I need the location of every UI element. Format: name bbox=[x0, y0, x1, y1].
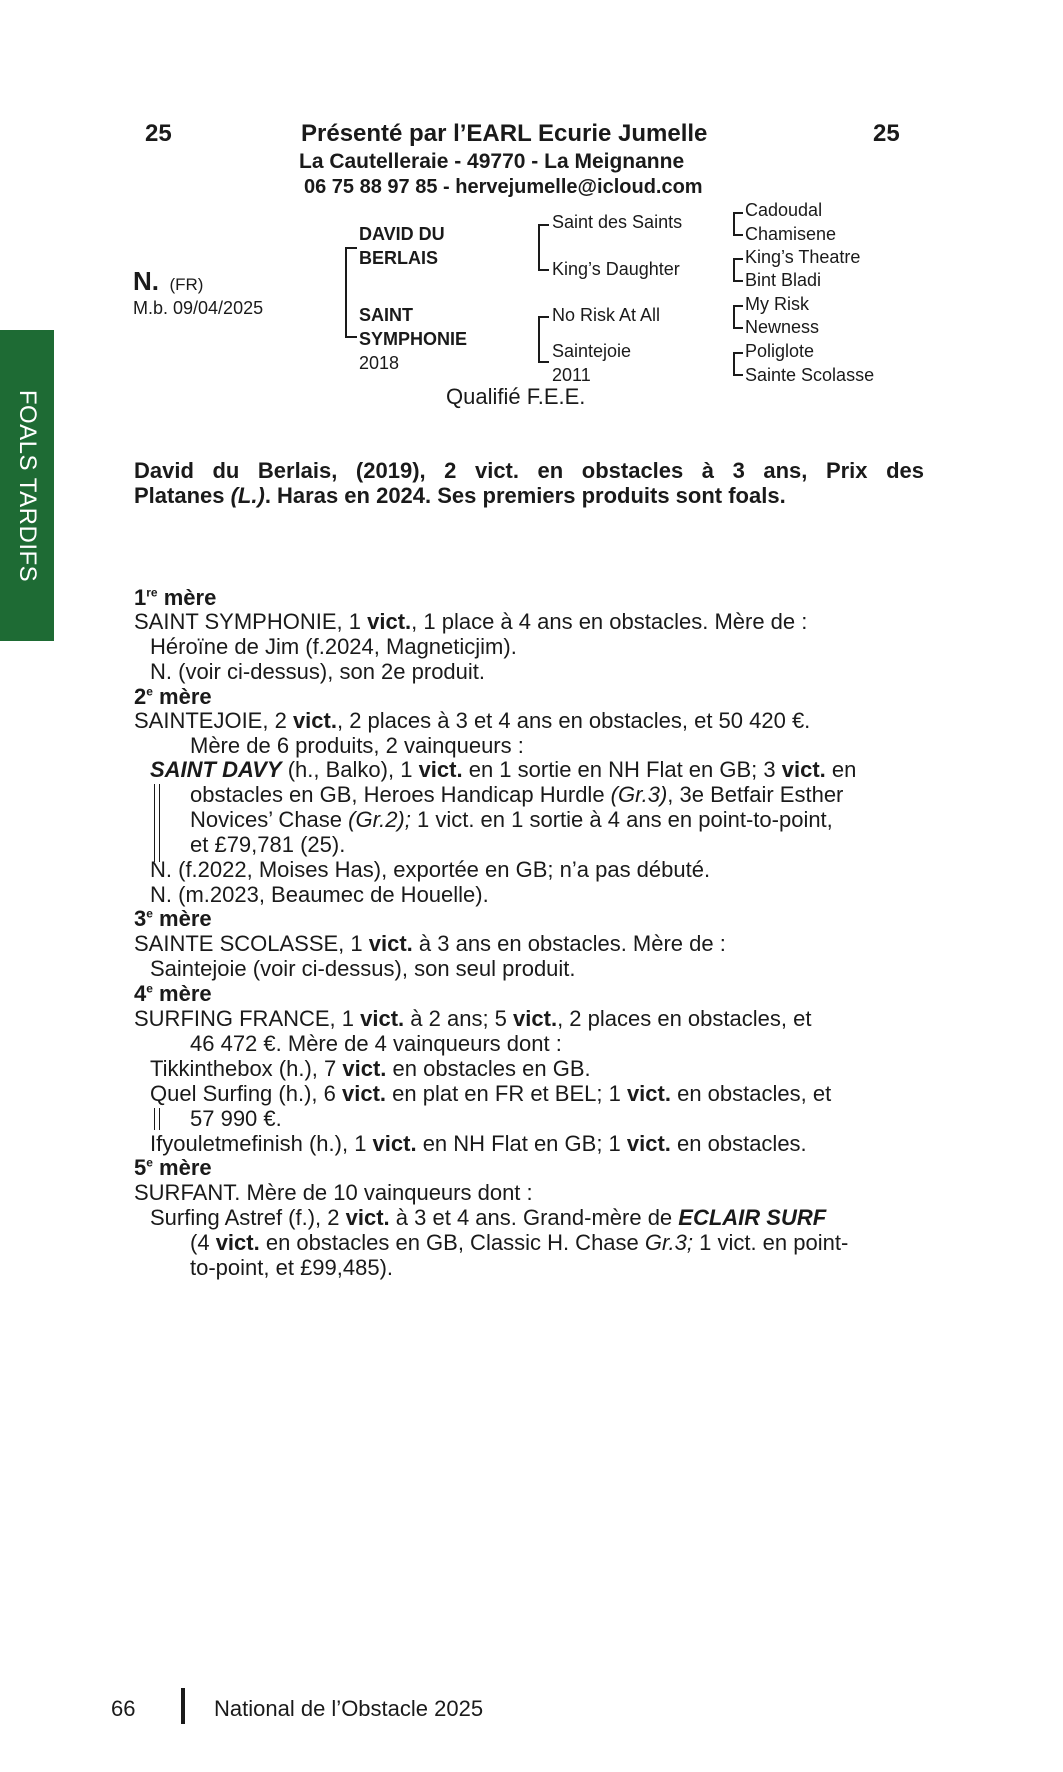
dam2-line8: N. (m.2023, Beaumec de Houelle). bbox=[150, 882, 489, 907]
dam4-line3: Tikkinthebox (h.), 7 vict. en obstacles en GB. bbox=[150, 1056, 591, 1081]
ancestor-dss: My Risk bbox=[745, 294, 809, 314]
dam5-line3: (4 vict. en obstacles en GB, Classic H. Chase Gr.3; 1 vict. en point- bbox=[190, 1230, 849, 1255]
dam4-line6: Ifyouletmefinish (h.), 1 vict. en NH Flat en GB; 1 vict. en obstacles. bbox=[150, 1131, 807, 1156]
dam-dam: Saintejoie bbox=[552, 341, 632, 361]
dam1-line3: N. (voir ci-dessus), son 2e produit. bbox=[150, 659, 486, 684]
ancestor-dsd: Newness bbox=[745, 317, 820, 337]
dam3-line1: SAINTE SCOLASSE, 1 vict. à 3 ans en obstacles. Mère de : bbox=[134, 931, 726, 956]
dam4-line2: 46 472 €. Mère de 4 vainqueurs dont : bbox=[190, 1031, 562, 1056]
publication-title: National de l’Obstacle 2025 bbox=[214, 1696, 484, 1721]
dam1-line1: SAINT SYMPHONIE, 1 vict., 1 place à 4 ans en obstacles. Mère de : bbox=[134, 609, 808, 634]
dam-heading-5: 5e mère bbox=[134, 1155, 212, 1180]
dam2-line1: SAINTEJOIE, 2 vict., 2 places à 3 et 4 ans en obstacles, et 50 420 €. bbox=[134, 708, 811, 733]
ancestor-sds: King’s Theatre bbox=[745, 247, 861, 267]
dam5-line1: SURFANT. Mère de 10 vainqueurs dont : bbox=[134, 1180, 533, 1205]
sire-note-line2: Platanes (L.). Haras en 2024. Ses premiers produits sont foals. bbox=[134, 483, 786, 508]
dam-name-line2: SYMPHONIE bbox=[359, 329, 468, 349]
side-tab bbox=[0, 330, 54, 641]
dam-heading-2: 2e mère bbox=[134, 684, 212, 709]
page-number: 66 bbox=[111, 1696, 136, 1721]
qualification: Qualifié F.E.E. bbox=[446, 384, 586, 409]
ancestor-dds: Poliglote bbox=[745, 341, 815, 361]
consignor-address: La Cautelleraie - 49770 - La Meignanne bbox=[299, 150, 685, 173]
consignor-title: Présenté par l’EARL Ecurie Jumelle bbox=[301, 120, 708, 147]
dam2-line5: Novices’ Chase (Gr.2); 1 vict. en 1 sortie à 4 ans en point-to-point, bbox=[190, 807, 833, 832]
horse-country: (FR) bbox=[169, 275, 204, 294]
dam1-line2: Héroïne de Jim (f.2024, Magneticjim). bbox=[150, 634, 517, 659]
dam-name-line1: SAINT bbox=[359, 305, 413, 325]
side-tab-label: FOALS TARDIFS bbox=[14, 389, 41, 582]
lot-number-left: 25 bbox=[145, 120, 172, 147]
footer-divider bbox=[181, 1688, 185, 1724]
ancestor-ddd: Sainte Scolasse bbox=[745, 365, 875, 385]
horse-details: M.b. 09/04/2025 bbox=[133, 298, 264, 318]
sire-name-line1: DAVID DU bbox=[359, 224, 445, 244]
dam5-line2: Surfing Astref (f.), 2 vict. à 3 et 4 ans. Grand-mère de ECLAIR SURF bbox=[150, 1205, 827, 1230]
sire-name-line2: BERLAIS bbox=[359, 248, 439, 268]
dam3-line2: Saintejoie (voir ci-dessus), son seul produit. bbox=[150, 956, 576, 981]
dam-heading-4: 4e mère bbox=[134, 981, 212, 1006]
dam-sire: No Risk At All bbox=[552, 305, 661, 325]
ancestor-ssd: Chamisene bbox=[745, 224, 837, 244]
dam-dam-year: 2011 bbox=[552, 365, 591, 385]
dam-heading-1: 1re mère bbox=[134, 585, 217, 610]
sire-sire: Saint des Saints bbox=[552, 212, 683, 232]
lot-number-right: 25 bbox=[873, 120, 900, 147]
dam4-line4: Quel Surfing (h.), 6 vict. en plat en FR et BEL; 1 vict. en obstacles, et bbox=[150, 1081, 832, 1106]
dam4-line1: SURFING FRANCE, 1 vict. à 2 ans; 5 vict., 2 places en obstacles, et bbox=[134, 1006, 812, 1031]
sire-dam: King’s Daughter bbox=[552, 259, 680, 279]
sire-note-line1: David du Berlais, (2019), 2 vict. en obstacles à 3 ans, Prix des bbox=[134, 458, 924, 483]
dam-heading-3: 3e mère bbox=[134, 906, 212, 931]
ancestor-sss: Cadoudal bbox=[745, 200, 823, 220]
consignor-contact: 06 75 88 97 85 - hervejumelle@icloud.com bbox=[304, 176, 703, 198]
ancestor-sdd: Bint Bladi bbox=[745, 270, 822, 290]
dam2-line3: SAINT DAVY (h., Balko), 1 vict. en 1 sortie en NH Flat en GB; 3 vict. en bbox=[150, 757, 857, 782]
horse-name: N. bbox=[133, 266, 159, 296]
dam4-line5: 57 990 €. bbox=[190, 1106, 282, 1131]
dam2-line4: obstacles en GB, Heroes Handicap Hurdle (Gr.3), 3e Betfair Esther bbox=[190, 782, 844, 807]
dam-year: 2018 bbox=[359, 353, 400, 373]
horse-identity bbox=[133, 266, 203, 297]
dam2-line2: Mère de 6 produits, 2 vainqueurs : bbox=[190, 733, 524, 758]
dam2-line6: et £79,781 (25). bbox=[190, 832, 346, 857]
dam5-line4: to-point, et £99,485). bbox=[190, 1255, 394, 1280]
dam2-line7: N. (f.2022, Moises Has), exportée en GB; n’a pas débuté. bbox=[150, 857, 711, 882]
